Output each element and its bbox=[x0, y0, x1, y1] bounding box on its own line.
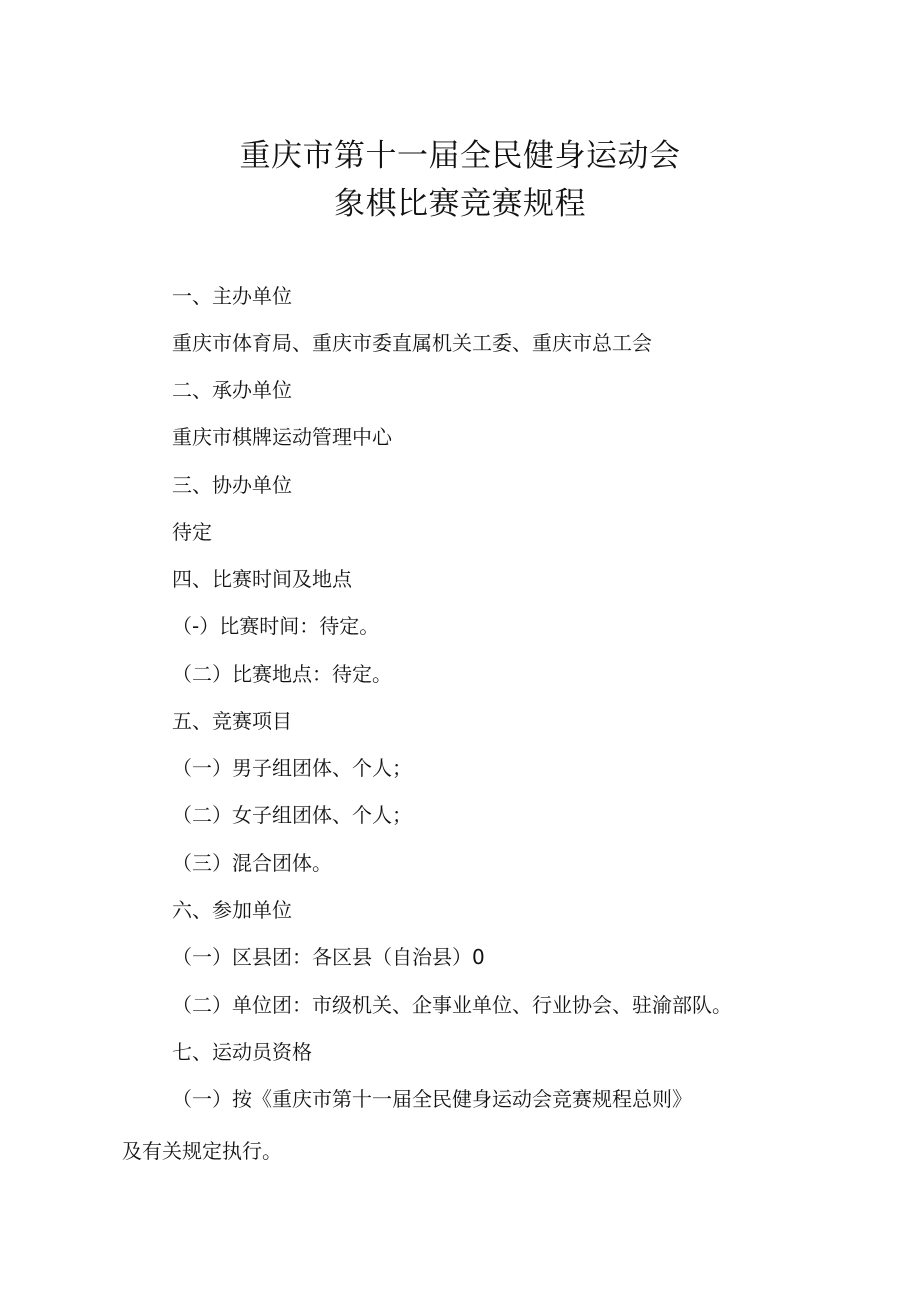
section-heading-time-place: 四、比赛时间及地点 bbox=[172, 567, 352, 591]
section-heading-organizer: 一、主办单位 bbox=[172, 284, 292, 308]
list-item-men: （一）男子组团体、个人； bbox=[172, 756, 412, 780]
list-item-unit-team: （二）单位团：市级机关、企事业单位、行业协会、驻渝部队。 bbox=[172, 993, 732, 1017]
list-item-women: （二）女子组团体、个人； bbox=[172, 803, 412, 827]
section-heading-events: 五、竞赛项目 bbox=[172, 709, 292, 733]
paragraph-continuation: 及有关规定执行。 bbox=[122, 1139, 282, 1163]
list-item-mixed: （三）混合团体。 bbox=[172, 851, 332, 875]
list-item-time: （-）比赛时间：待定。 bbox=[172, 614, 380, 638]
list-item-eligibility: （一）按《重庆市第十一届全民健身运动会竞赛规程总则》 bbox=[172, 1087, 692, 1111]
list-item-place: （二）比赛地点：待定。 bbox=[172, 662, 392, 686]
paragraph-organizer: 重庆市体育局、重庆市委直属机关工委、重庆市总工会 bbox=[172, 331, 652, 355]
paragraph-co-organizer: 待定 bbox=[172, 520, 212, 544]
list-item-district-team: （一）区县团：各区县（自治县）0 bbox=[172, 945, 485, 969]
section-heading-co-organizer: 三、协办单位 bbox=[172, 473, 292, 497]
document-title-line-2: 象棋比赛竞赛规程 bbox=[334, 186, 586, 222]
section-heading-eligibility: 七、运动员资格 bbox=[172, 1040, 312, 1064]
paragraph-undertaker: 重庆市棋牌运动管理中心 bbox=[172, 425, 392, 449]
section-heading-undertaker: 二、承办单位 bbox=[172, 378, 292, 402]
section-heading-participants: 六、参加单位 bbox=[172, 898, 292, 922]
document-title-line-1: 重庆市第十一届全民健身运动会 bbox=[239, 138, 681, 174]
